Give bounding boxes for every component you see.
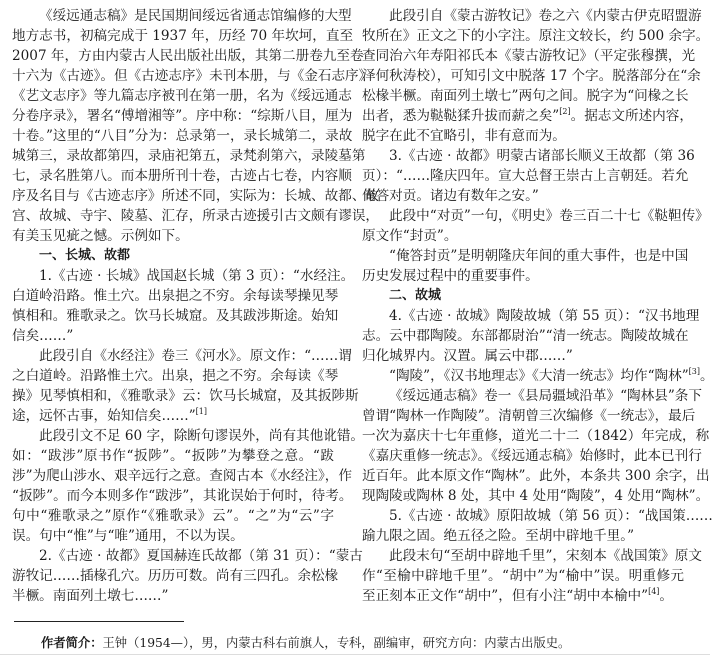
- text-line: 作“至榆中辟地千里”。“胡中”为“榆中”误。明重修元: [362, 568, 684, 584]
- text-line: 《绥远通志稿》卷一《县局疆域沿革》“陶林县”条下: [389, 388, 702, 404]
- text-line: 曾谓“陶林一作陶陵”。清朝曾三次编修《一统志》，最后: [362, 408, 696, 424]
- text-line: [362, 586, 684, 606]
- text-span: 。: [659, 588, 674, 604]
- text-line: 俺答对贡。诸边有数年之安。”: [362, 188, 539, 204]
- text-span: 至正刻本正文作“胡中”，但有小注“胡中本榆中”: [362, 588, 649, 604]
- author-note-text: 王钟（1954—），男，内蒙古科右前旗人，专科，副编审，研究方向：内蒙古出版史。: [102, 636, 571, 650]
- author-note: [41, 633, 570, 651]
- text-line: 一、长城、故都: [39, 248, 131, 263]
- text-line: 归化城界内。汉置。属云中郡……”: [362, 348, 573, 364]
- paragraph: [362, 246, 689, 286]
- text-line: 3.《古迹 · 故都》明蒙古诸部长顺义王故都（第 36: [389, 148, 695, 164]
- text-line: 宫、故城、寺宇、陵墓、汇存，所录古迹援引古文颇有谬误，: [12, 208, 380, 224]
- paragraph: [362, 506, 713, 546]
- citation-ref: [2]: [559, 107, 571, 116]
- text-line: “扳陟”。而今本则多作“跋涉”，其讹误始于何时，待考。: [12, 488, 353, 504]
- text-line: [362, 366, 714, 386]
- text-line: 查同治六年寿阳祁氏本《蒙古游牧记》（平定张穆撰，光: [362, 48, 696, 64]
- paragraph: [362, 206, 709, 246]
- left-column: [12, 6, 380, 606]
- text-line: 《艺文志序》等九篇志序被刊在第一册，名为《绥远通志: [12, 88, 352, 104]
- text-line: 游牧记……插椽孔穴。历历可数。尚有三四孔。余松椽: [12, 568, 339, 584]
- text-line: 5.《古迹 · 故城》原阳故城（第 56 页）：“战国策……: [389, 508, 713, 524]
- paragraph: [362, 306, 700, 366]
- text-line: 七，录名胜第八。而本册所刊十卷，古迹占七卷，内容顺: [12, 168, 352, 184]
- text-line: 历史发展过程中的重要事件。: [362, 268, 539, 284]
- text-span: “陶陵”，《汉书地理志》《大清一统志》均作“陶林”: [389, 368, 689, 384]
- text-line: 泽何秋涛校），可知引文中脱落 17 个字。脱落部分在“余: [362, 68, 701, 84]
- citation-ref: [4]: [648, 587, 660, 596]
- paragraph: [12, 546, 363, 606]
- text-line: 1.《古迹 · 长城》战国赵长城（第 3 页）：“水经注。: [39, 268, 355, 284]
- text-line: 此段引自《蒙古游牧记》卷之六《内蒙古伊克昭盟游: [389, 8, 702, 24]
- section-heading: [12, 246, 334, 266]
- text-line: “俺答封贡”是明朝隆庆年间的重大事件，也是中国: [389, 248, 689, 264]
- text-line: 半橛。南面列土墩七……”: [12, 588, 169, 604]
- text-line: 牧所在》正文之下的小字注。原注文较长，约 500 余字。: [362, 28, 710, 44]
- text-span: 。: [700, 368, 714, 384]
- text-line: 原文作“封贡”。: [362, 228, 458, 244]
- text-line: 2.《古迹 · 故都》夏国赫连氏故都（第 31 页）：“蒙古: [39, 548, 363, 564]
- text-line: 《绥远通志稿》是民国期间绥远省通志馆编修的大型: [39, 8, 352, 24]
- text-line: 脱字在此不宜略引，非有意而为。: [362, 128, 566, 144]
- text-line: 信矣……”: [12, 328, 74, 344]
- page-bottom-border: [0, 654, 710, 655]
- text-span: 途，远怀古事，始知信矣……”: [12, 408, 196, 424]
- text-line: 有美玉见疵之憾。示例如下。: [12, 228, 189, 244]
- text-line: 操》见琴慎相和，《雅歌录》云：饮马长城窟，及其扳陟斯: [12, 388, 359, 404]
- citation-ref: [3]: [688, 367, 701, 376]
- text-line: 《嘉庆重修一统志》。《绥远通志稿》始修时，此本已刊行: [362, 448, 702, 464]
- text-line: 此段引自《水经注》卷三《河水》。原文作：“……谓: [39, 348, 352, 364]
- text-line: 此段末句“至胡中辟地千里”，宋刻本《战国策》原文: [389, 548, 702, 564]
- text-line: 近百年。此本原文作“陶林”。此外，本条共 300 余字，出: [362, 468, 710, 484]
- paragraph: [12, 266, 355, 346]
- text-line: 慎相和。雅歌录之。饮马长城窟。及其跋涉斯途。始知: [12, 308, 339, 324]
- section-heading: [362, 286, 684, 306]
- author-note-label: 作者简介：: [41, 636, 103, 650]
- paragraph: [362, 366, 714, 386]
- text-line: 现陶陵或陶林 8 处，其中 4 处用“陶陵”，4 处用“陶林”。: [362, 488, 710, 504]
- text-line: 十六为《古迹》。但《古迹志序》未刊本册，与《金石志序》: [12, 68, 373, 84]
- text-line: 2007 年，方由内蒙古人民出版社出版，其第二册卷九至卷: [12, 48, 364, 64]
- paragraph: [12, 6, 380, 246]
- text-line: 之白道岭。沿路惟土穴。出泉，挹之不穷。余每读《琴: [12, 368, 339, 384]
- citation-ref: [1]: [195, 407, 208, 416]
- text-line: [12, 406, 334, 426]
- text-line: 序及名目与《古迹志序》所述不同，实际为：长城、故都、故: [12, 188, 380, 204]
- text-line: 踰九限之固。绝五径之险。至胡中辟地千里。”: [362, 528, 635, 544]
- text-line: 如：“跋涉”原书作“扳陟”。“扳陟”为攀登之意。“跋: [12, 448, 334, 464]
- text-line: 句中“雅歌录之”原作“《雅歌录》云”。“之”为“云”字: [12, 508, 334, 524]
- paragraph: [12, 346, 359, 426]
- text-line: [362, 106, 693, 126]
- paragraph: [362, 386, 710, 506]
- paragraph: [362, 6, 710, 146]
- paragraph: [12, 426, 365, 546]
- text-line: 误。句中“惟”与“唯”通用，不以为误。: [12, 528, 244, 544]
- text-line: 页）：“……隆庆四年。宣大总督王崇古上言朝廷。若允: [362, 168, 689, 184]
- text-line: 城第三，录故都第四，录庙祀第五，录梵刹第六，录陵墓第: [12, 148, 366, 164]
- text-line: 松椽半橛。南面列土墩七”两句之间。脱字为“问椽之长: [362, 88, 689, 104]
- text-line: 十卷。”这里的“八目”分为：总录第一，录长城第二，录故: [12, 128, 353, 144]
- text-line: 此段中“对贡”一句，《明史》卷三百二十七《鞑靼传》: [389, 208, 709, 224]
- paragraph: [362, 546, 702, 606]
- paragraph: [362, 146, 695, 206]
- text-span: 。据志文所述内容，: [570, 108, 693, 124]
- text-line: 志。云中郡陶陵。东部都尉治”“清一统志。陶陵故城在: [362, 328, 689, 344]
- footnote-divider: [14, 621, 184, 622]
- text-line: 白道岭沿路。惟土穴。出泉挹之不穷。余每读琴操见琴: [12, 288, 339, 304]
- text-line: 此段引文不足 60 字，除断句谬误外，尚有其他讹错。: [39, 428, 365, 444]
- text-line: 分卷序录》，署名“傅增湘等”。序中称：“综斯八目，厘为: [12, 108, 353, 124]
- text-line: 二、故城: [389, 288, 442, 303]
- text-line: 一次为嘉庆十七年重修，道光二十二（1842）年完成，称: [362, 428, 710, 444]
- right-column: [362, 6, 714, 606]
- text-line: 地方志书，初稿完成于 1937 年，历经 70 年坎坷，直至: [12, 28, 354, 44]
- text-span: 出者，悉为鞑鞑猱升拔而薪之矣”: [362, 108, 560, 124]
- text-line: 4.《古迹 · 故城》陶陵故城（第 55 页）：“汉书地理: [389, 308, 700, 324]
- text-line: 涉”为爬山涉水、艰辛远行之意。查阅古本《水经注》，作: [12, 468, 352, 484]
